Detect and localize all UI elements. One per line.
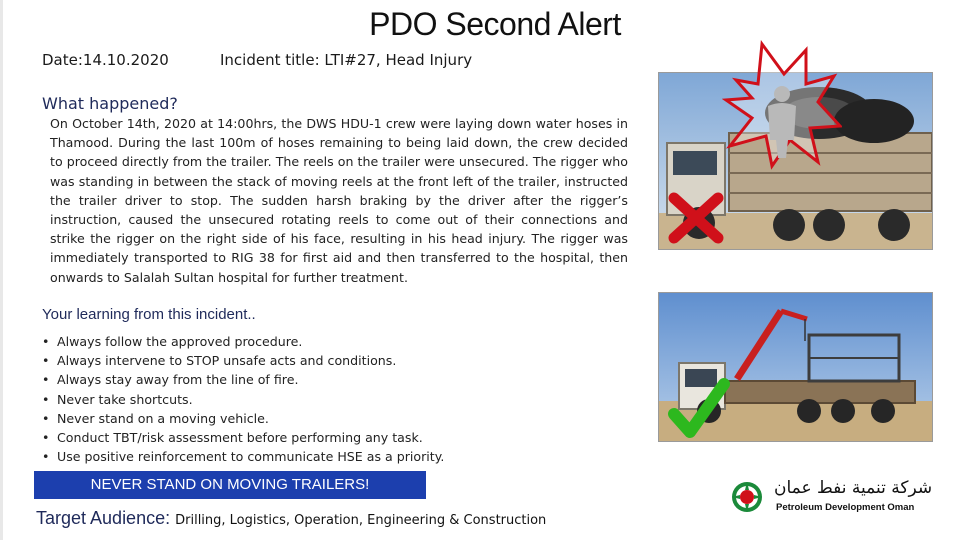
learning-item: • Never stand on a moving vehicle. — [42, 409, 444, 428]
learning-item: • Always stay away from the line of fire. — [42, 370, 444, 389]
target-audience-value: Drilling, Logistics, Operation, Engineering & Construction — [175, 513, 547, 528]
pdo-logo — [730, 478, 933, 518]
learning-item: • Always intervene to STOP unsafe acts and conditions. — [42, 351, 444, 370]
learning-item: • Always follow the approved procedure. — [42, 332, 444, 351]
pdo-logo-english: Petroleum Development Oman — [776, 502, 915, 513]
learning-item: • Conduct TBT/risk assessment before performing any task. — [42, 428, 444, 447]
learning-list — [42, 332, 444, 466]
learning-item: • Use positive reinforcement to communicate HSE as a priority. — [42, 447, 444, 466]
what-happened-heading: What happened? — [42, 94, 178, 113]
learning-item: • Never take shortcuts. — [42, 390, 444, 409]
incident-date: Date:14.10.2020 — [42, 51, 169, 69]
check-icon — [668, 378, 730, 440]
learning-heading: Your learning from this incident.. — [42, 306, 256, 323]
what-happened-text: On October 14th, 2020 at 14:00hrs, the DWS HDU-1 crew were laying down water hoses in Thamood. During the last 100m of hoses remaining to being laid down, the crew decided to proceed directly from the trailer. The reels on the trailer were unsecured. The rigger who was standing in between the stack of moving reels at the front left of the trailer, instructed the trailer driver to stop. The sudden harsh braking by the driver after the rigger’s instruction, caused the unsecured rotating reels to come out of their connections and strike the rigger on the right side of his face, resulting in his head injury. The rigger was immediately transported to RIG 38 for first aid and then transferred to the hospital, then onwards to Salalah Sultan hospital for further treatment. — [50, 116, 628, 285]
incident-title: Incident title: LTI#27, Head Injury — [220, 51, 473, 69]
target-audience-label: Target Audience: — [36, 508, 176, 528]
page-title: PDO Second Alert — [369, 6, 621, 42]
pdo-emblem-icon — [730, 480, 764, 514]
target-audience — [36, 508, 546, 529]
pdo-logo-arabic: شركة تنمية نفط عمان — [774, 478, 933, 498]
left-edge-bar — [0, 0, 3, 540]
cross-icon — [668, 192, 724, 244]
explosion-icon — [722, 40, 842, 170]
warning-banner: NEVER STAND ON MOVING TRAILERS! — [34, 471, 426, 499]
